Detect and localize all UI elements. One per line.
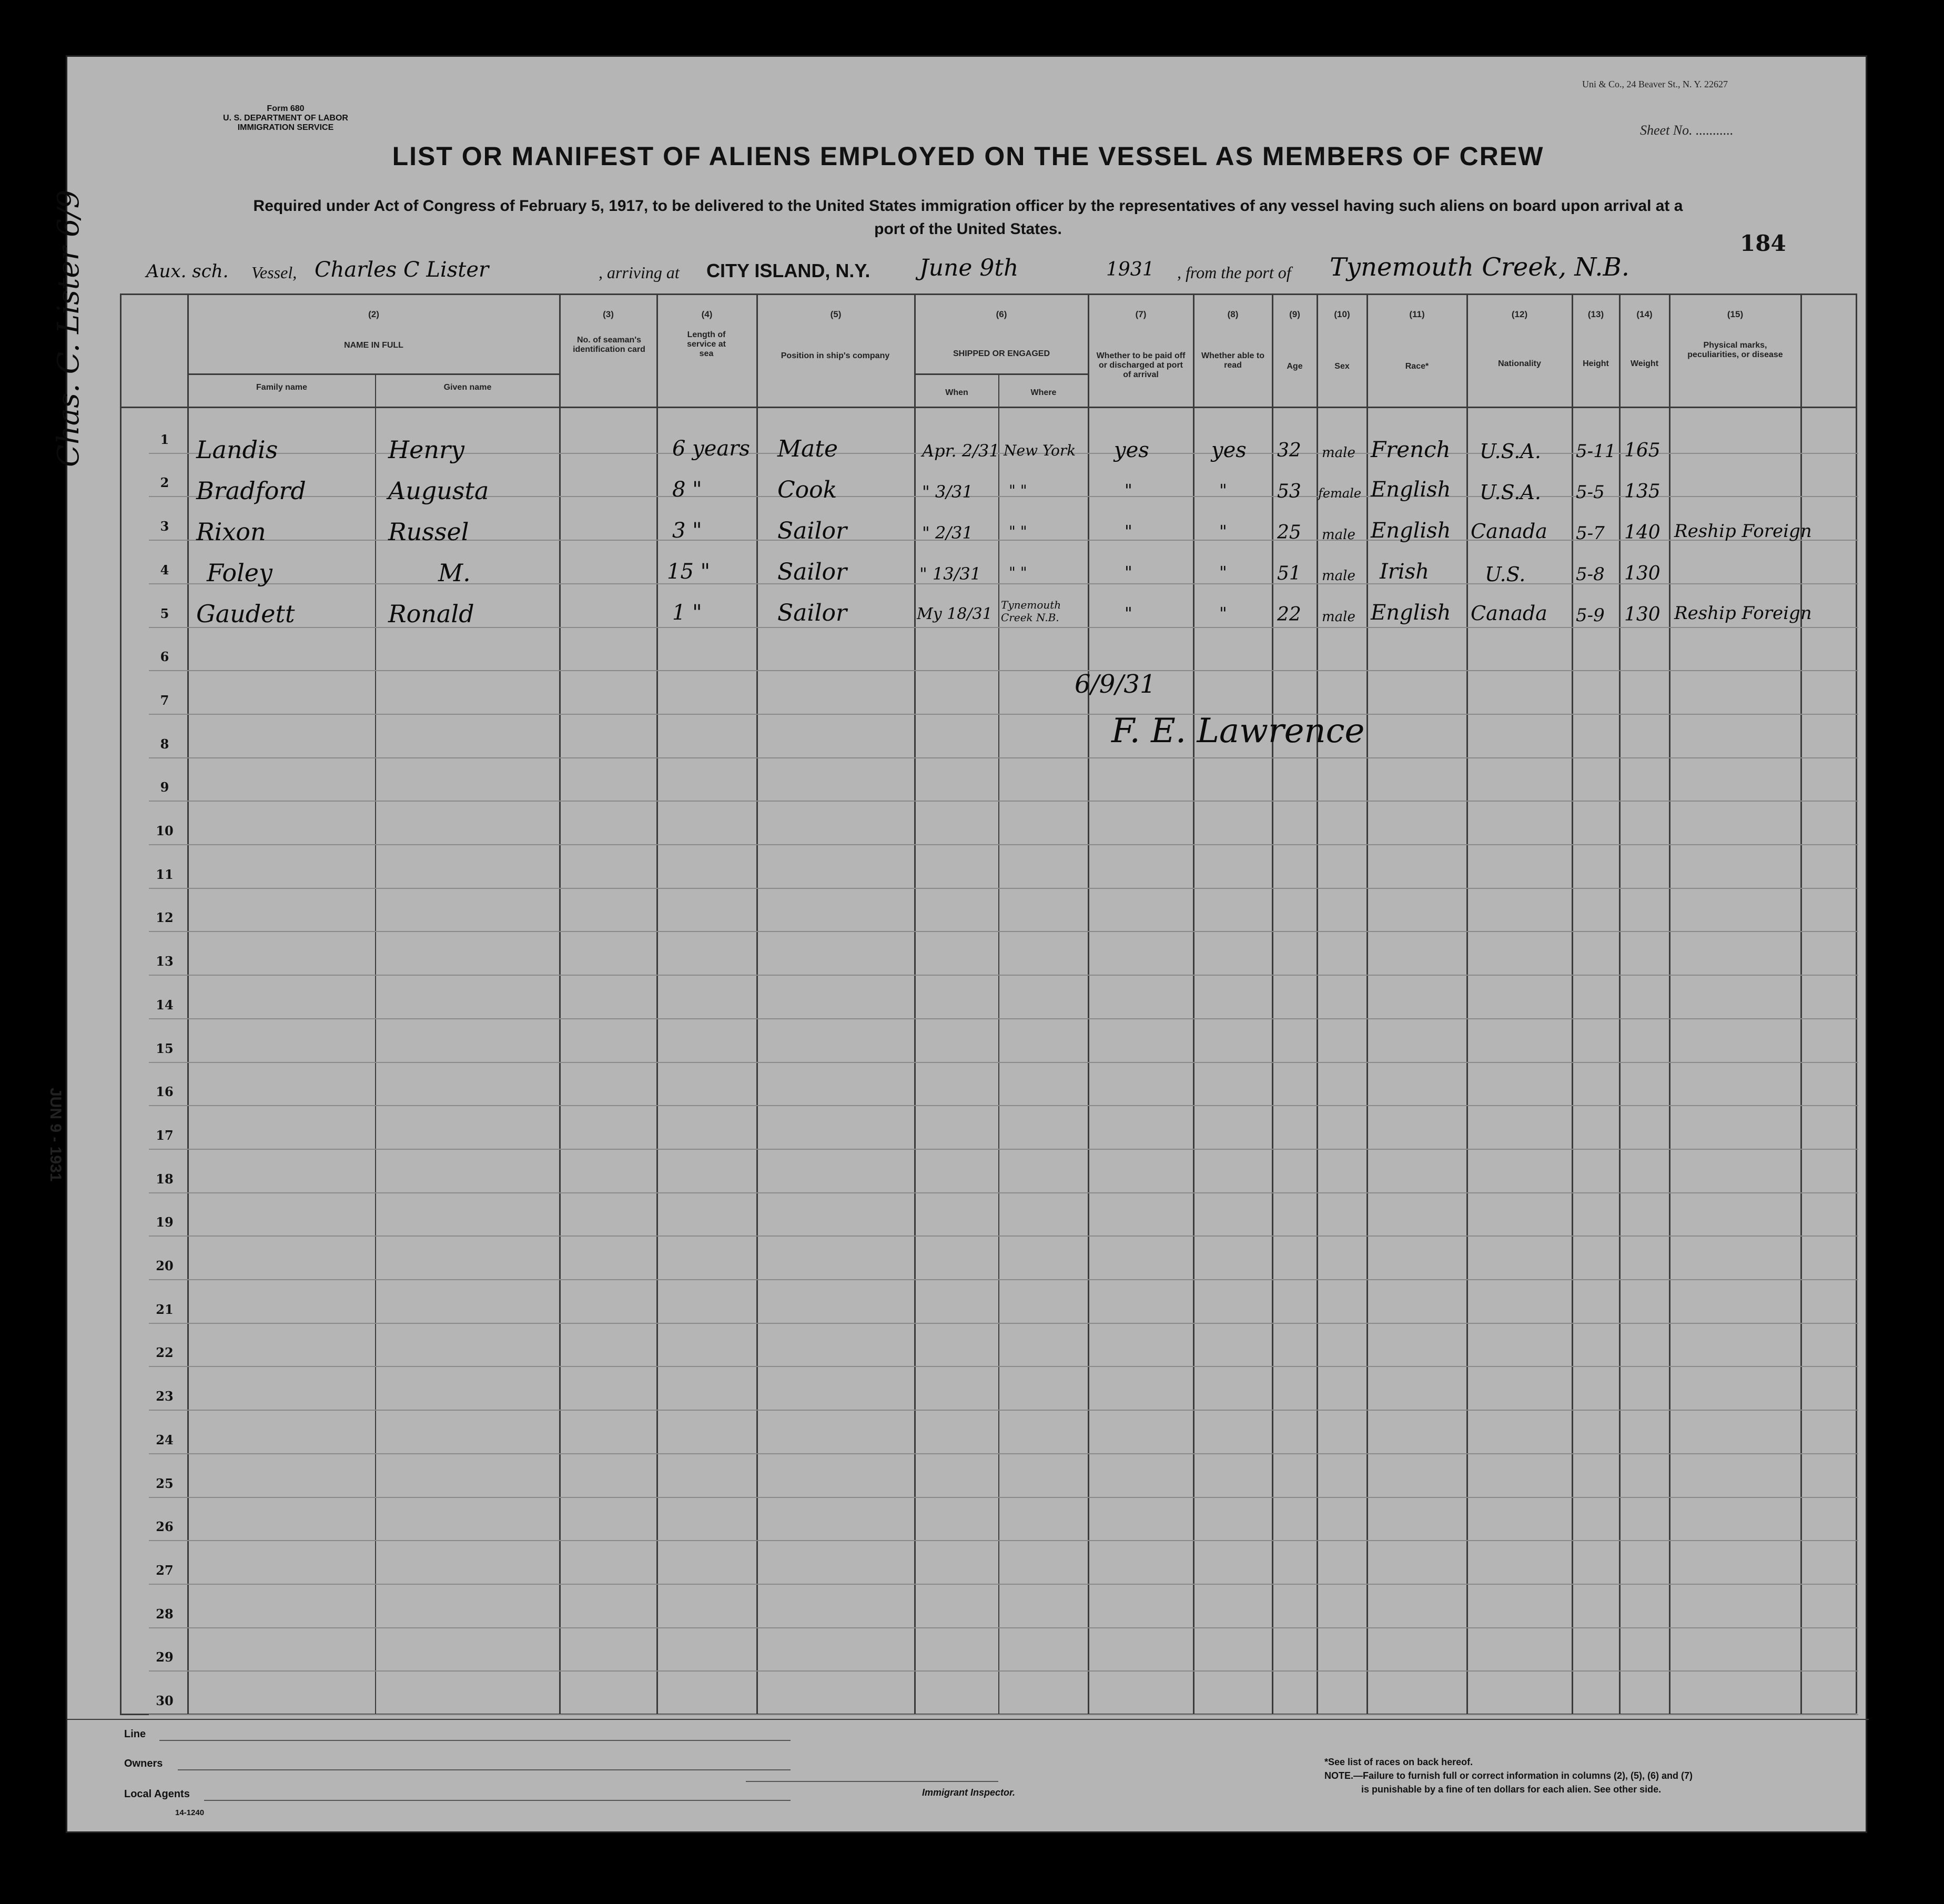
department-label: U. S. DEPARTMENT OF LABOR [223, 114, 348, 123]
penalty-note-2: is punishable by a fine of ten dollars for each alien. See other side. [1361, 1784, 1662, 1795]
row-rule [149, 888, 1858, 889]
row-rule [149, 1584, 1858, 1585]
row-number: 12 [156, 910, 174, 925]
col-14-number: (14) [1636, 309, 1653, 319]
col-2-heading: NAME IN FULL [344, 341, 403, 350]
paid-off: " [1125, 480, 1132, 500]
able-to-read: " [1219, 603, 1227, 623]
col-divider [756, 293, 758, 1714]
able-to-read: yes [1211, 438, 1247, 462]
sheet-number-label: Sheet No. ........... [1640, 123, 1734, 138]
service-label: IMMIGRATION SERVICE [237, 123, 334, 132]
col-5-number: (5) [830, 309, 842, 319]
row-rule [149, 1279, 1858, 1280]
footer-rule [67, 1719, 1869, 1720]
col-13-number: (13) [1587, 309, 1604, 319]
height: 5-5 [1576, 482, 1605, 503]
race: English [1371, 519, 1451, 543]
requirement-line-2: port of the United States. [874, 220, 1062, 238]
row-rule [149, 1018, 1858, 1019]
manifest-sheet [47, 55, 1867, 1833]
margin-annotation: Chas. C. Lister 6/9 [52, 189, 86, 467]
col-5-heading: Position in ship's company [781, 351, 890, 360]
shipped-when: My 18/31 [917, 605, 993, 623]
nationality: U.S. [1485, 563, 1526, 586]
row-number: 24 [156, 1432, 174, 1447]
arrival-year: 1931 [1106, 259, 1155, 280]
row-number: 16 [156, 1084, 174, 1099]
row-number: 20 [156, 1258, 174, 1273]
shipped-where: Tynemouth Creek N.B. [1001, 599, 1061, 624]
row-number: 23 [156, 1389, 174, 1404]
col-4-number: (4) [701, 309, 713, 319]
col-divider [656, 293, 658, 1714]
row-rule [149, 670, 1858, 671]
age: 53 [1277, 481, 1301, 502]
row-number: 27 [156, 1563, 174, 1578]
col-6-number: (6) [996, 309, 1007, 319]
col-divider [1088, 293, 1089, 1714]
position: Cook [777, 477, 837, 503]
when-heading: When [945, 388, 968, 397]
height: 5-9 [1576, 605, 1605, 626]
row-number: 13 [156, 954, 174, 969]
races-note: *See list of races on back hereof. [1324, 1757, 1473, 1767]
given-name: Ronald [388, 600, 474, 628]
row-number: 30 [156, 1693, 174, 1708]
col-divider [120, 293, 122, 1714]
given-name: M. [438, 559, 471, 587]
race: English [1371, 601, 1451, 625]
col-10-heading: Sex [1334, 362, 1350, 371]
physical-marks: Reship Foreign [1674, 521, 1812, 542]
col-divider [1856, 293, 1857, 1714]
service-length: 1 " [672, 601, 702, 625]
shipped-where: " " [1009, 523, 1027, 540]
paid-off: yes [1114, 438, 1149, 462]
position: Sailor [777, 559, 847, 585]
row-rule [149, 1192, 1858, 1193]
line-label: Line [124, 1728, 146, 1740]
position: Mate [777, 436, 838, 462]
row-number: 18 [156, 1171, 174, 1187]
col-3-heading: No. of seaman's identification card [573, 336, 645, 354]
weight: 135 [1624, 481, 1660, 502]
race: French [1371, 437, 1451, 462]
row-number: 28 [156, 1606, 174, 1622]
col-11-heading: Race* [1405, 362, 1429, 371]
shipped-where: " " [1009, 482, 1027, 499]
row-number: 1 [160, 432, 169, 447]
col-divider [375, 375, 376, 1714]
agents-field [204, 1800, 791, 1801]
col-9-number: (9) [1289, 309, 1300, 319]
service-length: 15 " [667, 560, 711, 584]
row-number: 26 [156, 1519, 174, 1534]
family-name: Bradford [196, 477, 306, 505]
weight: 130 [1624, 563, 1660, 584]
row-number: 17 [156, 1128, 174, 1143]
weight: 140 [1624, 522, 1660, 543]
service-length: 8 " [672, 478, 702, 502]
col-divider [559, 293, 561, 1714]
shipped-where: New York [1004, 442, 1076, 459]
shipped-subheader-rule [914, 373, 1088, 375]
row-number: 14 [156, 997, 174, 1012]
row-rule [149, 1627, 1858, 1628]
page-number: 184 [1740, 230, 1786, 256]
row-rule [149, 1670, 1858, 1672]
able-to-read: " [1219, 521, 1227, 541]
col-divider [1619, 293, 1621, 1714]
col-divider [1669, 293, 1670, 1714]
shipped-when: " 2/31 [922, 523, 973, 543]
col-3-number: (3) [603, 309, 614, 319]
family-name: Foley [207, 559, 273, 587]
nationality: U.S.A. [1480, 440, 1541, 463]
signature-date: 6/9/31 [1075, 670, 1156, 699]
race: Irish [1380, 560, 1430, 584]
table-top-rule [120, 293, 1856, 295]
sex: male [1322, 445, 1355, 461]
row-rule [149, 801, 1858, 802]
given-name: Henry [388, 436, 464, 464]
row-rule [149, 1062, 1858, 1063]
row-rule [149, 1497, 1858, 1498]
col-14-heading: Weight [1630, 359, 1659, 368]
form-code: 14-1240 [175, 1808, 205, 1817]
row-number: 5 [160, 606, 169, 621]
col-7-number: (7) [1135, 309, 1147, 319]
requirement-line-1: Required under Act of Congress of February 5, 1917, to be delivered to the United States immigration officer by the representatives of any vessel having such aliens on board upon arrival at a [253, 197, 1683, 215]
sex: female [1318, 486, 1362, 501]
family-name: Landis [196, 436, 278, 464]
row-rule [149, 757, 1858, 758]
col-divider [998, 375, 999, 1714]
penalty-note-1: NOTE.—Failure to furnish full or correct information in columns (2), (5), (6) and (7) [1324, 1770, 1693, 1781]
row-number: 6 [160, 649, 169, 664]
service-length: 6 years [672, 437, 750, 461]
col-8-number: (8) [1227, 309, 1239, 319]
age: 51 [1277, 563, 1301, 584]
page-title: LIST OR MANIFEST OF ALIENS EMPLOYED ON THE VESSEL AS MEMBERS OF CREW [392, 141, 1544, 171]
family-name: Rixon [196, 518, 266, 546]
requirement-text [136, 195, 1800, 241]
col-9-heading: Age [1287, 362, 1303, 371]
col-11-number: (11) [1409, 309, 1425, 319]
service-length: 3 " [672, 519, 702, 543]
inspector-label: Immigrant Inspector. [922, 1787, 1016, 1798]
nationality: Canada [1471, 602, 1547, 625]
row-number: 8 [160, 736, 169, 752]
row-number: 21 [156, 1302, 174, 1317]
family-name-heading: Family name [256, 383, 307, 392]
row-number: 7 [160, 693, 169, 708]
col-6-heading: SHIPPED OR ENGAGED [953, 349, 1050, 358]
able-to-read: " [1219, 562, 1227, 582]
col-2-number: (2) [368, 309, 379, 319]
where-heading: Where [1030, 388, 1057, 397]
paid-off: " [1125, 521, 1132, 541]
row-rule [149, 714, 1858, 715]
col-4-heading: Length of service at sea [687, 330, 726, 358]
col-7-heading: Whether to be paid off or discharged at port of arrival [1096, 351, 1186, 379]
col-divider [1317, 293, 1318, 1714]
row-rule [149, 1366, 1858, 1367]
form-number: Form 680 [267, 104, 305, 113]
row-number: 2 [160, 475, 169, 490]
shipped-where: " " [1009, 564, 1027, 581]
given-name-heading: Given name [443, 383, 492, 392]
col-divider [1272, 293, 1273, 1714]
row-number: 3 [160, 519, 169, 534]
age: 25 [1277, 522, 1301, 543]
row-rule [149, 1323, 1858, 1324]
col-15-heading: Physical marks, peculiarities, or disease [1687, 341, 1783, 359]
row-number: 4 [160, 562, 169, 578]
given-name: Russel [388, 518, 469, 546]
col-divider [1193, 293, 1194, 1714]
age: 22 [1277, 604, 1301, 625]
row-rule [149, 1410, 1858, 1411]
row-number: 9 [160, 779, 169, 795]
row-rule [149, 844, 1858, 845]
age: 32 [1277, 440, 1301, 461]
shipped-when: " 3/31 [922, 482, 973, 502]
row-rule [149, 1235, 1858, 1237]
row-rule [149, 1105, 1858, 1106]
row-number: 25 [156, 1476, 174, 1491]
row-number: 22 [156, 1345, 174, 1360]
row-rule [149, 1149, 1858, 1150]
col-divider [1800, 293, 1802, 1714]
family-name: Gaudett [196, 600, 295, 628]
col-divider [914, 293, 916, 1714]
race: English [1371, 478, 1451, 502]
row-rule [149, 1453, 1858, 1454]
sex: male [1322, 609, 1355, 625]
owners-label: Owners [124, 1758, 163, 1769]
arriving-port: CITY ISLAND, N.Y. [706, 260, 870, 281]
row-number: 15 [156, 1041, 174, 1056]
nationality: U.S.A. [1480, 481, 1541, 504]
col-12-number: (12) [1511, 309, 1528, 319]
position: Sailor [777, 600, 847, 626]
row-number: 10 [156, 823, 174, 838]
row-rule [149, 1714, 1858, 1715]
table-header-rule [120, 407, 1856, 408]
paid-off: " [1125, 603, 1132, 623]
given-name: Augusta [388, 477, 489, 505]
col-8-heading: Whether able to read [1201, 351, 1264, 370]
col-12-heading: Nationality [1498, 359, 1541, 368]
shipped-when: Apr. 2/31 [922, 441, 1000, 461]
row-rule [149, 1540, 1858, 1541]
col-15-number: (15) [1727, 309, 1744, 319]
col-10-number: (10) [1334, 309, 1350, 319]
row-rule [149, 975, 1858, 976]
row-number: 11 [156, 867, 174, 882]
row-number: 29 [156, 1649, 174, 1665]
height: 5-7 [1576, 523, 1605, 544]
sex: male [1322, 527, 1355, 543]
position: Sailor [777, 518, 847, 544]
printer-imprint: Uni & Co., 24 Beaver St., N. Y. 22627 [1582, 79, 1728, 89]
col-divider [1366, 293, 1368, 1714]
owners-field [178, 1769, 791, 1770]
row-rule [149, 931, 1858, 932]
sex: male [1322, 568, 1355, 584]
vessel-type: Aux. sch. [146, 261, 229, 282]
inspector-signature-line [746, 1781, 998, 1782]
height: 5-8 [1576, 564, 1605, 585]
weight: 130 [1624, 604, 1660, 625]
from-label: , from the port of [1177, 263, 1291, 282]
paid-off: " [1125, 562, 1132, 582]
local-agents-label: Local Agents [124, 1788, 190, 1800]
able-to-read: " [1219, 480, 1227, 500]
nationality: Canada [1471, 520, 1547, 543]
arriving-label: , arriving at [599, 263, 680, 282]
inspector-signature: F. E. Lawrence [1111, 712, 1365, 751]
vessel-label: Vessel, [251, 263, 297, 282]
row-number: 19 [156, 1214, 174, 1230]
physical-marks: Reship Foreign [1674, 603, 1812, 624]
name-subheader-rule [188, 373, 559, 375]
received-date-stamp: JUN 9 - 1931 [47, 1088, 64, 1182]
weight: 165 [1624, 440, 1660, 461]
vessel-name: Charles C Lister [315, 258, 489, 282]
col-divider [1466, 293, 1468, 1714]
line-field [159, 1740, 791, 1741]
col-13-heading: Height [1583, 359, 1609, 368]
height: 5-11 [1576, 441, 1616, 462]
arrival-date: June 9th [919, 255, 1019, 281]
col-divider [187, 293, 189, 1714]
shipped-when: " 13/31 [919, 564, 981, 584]
col-divider [1572, 293, 1573, 1714]
from-port: Tynemouth Creek, N.B. [1330, 252, 1630, 282]
